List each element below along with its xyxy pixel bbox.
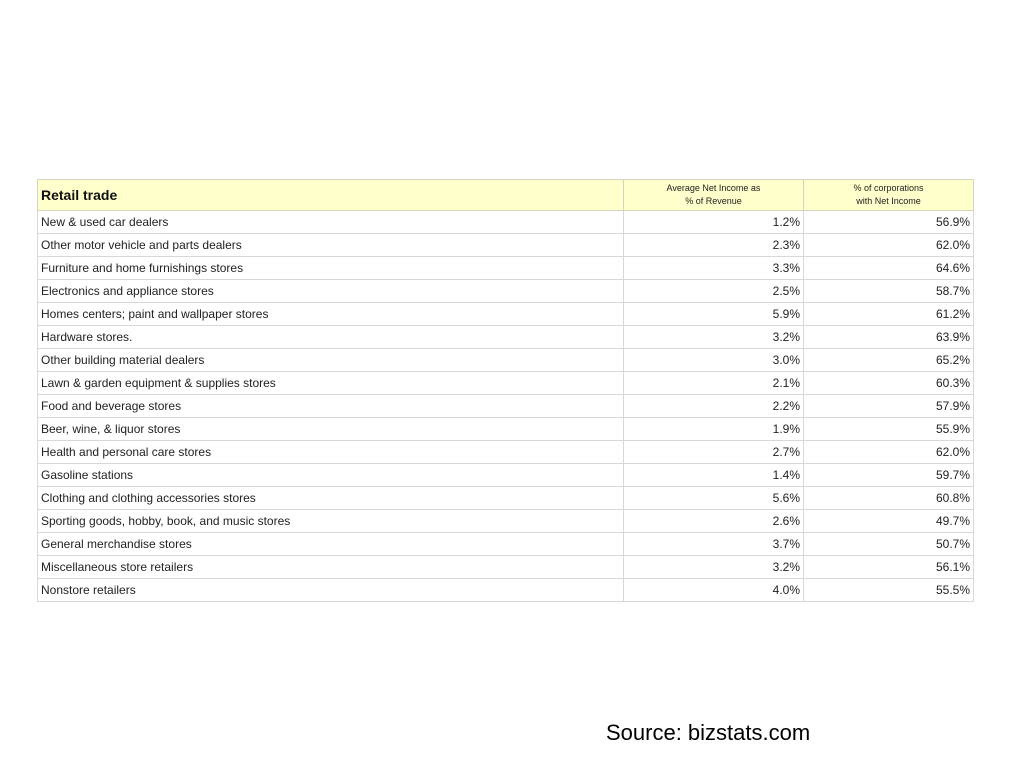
industry-cell: Hardware stores. xyxy=(38,326,624,349)
net-income-cell: 2.1% xyxy=(624,372,804,395)
net-income-cell: 5.6% xyxy=(624,487,804,510)
industry-cell: Food and beverage stores xyxy=(38,395,624,418)
table-row xyxy=(38,487,974,510)
industry-cell: General merchandise stores xyxy=(38,533,624,556)
industry-cell: Miscellaneous store retailers xyxy=(38,556,624,579)
table-row xyxy=(38,326,974,349)
table-title: Retail trade xyxy=(38,180,624,211)
net-income-cell: 3.7% xyxy=(624,533,804,556)
pct-corporations-cell: 60.3% xyxy=(804,372,974,395)
table-row xyxy=(38,211,974,234)
industry-cell: Clothing and clothing accessories stores xyxy=(38,487,624,510)
pct-corporations-cell: 62.0% xyxy=(804,234,974,257)
industry-cell: Homes centers; paint and wallpaper stores xyxy=(38,303,624,326)
table-row xyxy=(38,418,974,441)
industry-cell: Other building material dealers xyxy=(38,349,624,372)
net-income-cell: 3.2% xyxy=(624,326,804,349)
industry-cell: Sporting goods, hobby, book, and music stores xyxy=(38,510,624,533)
table-row xyxy=(38,556,974,579)
pct-corporations-cell: 59.7% xyxy=(804,464,974,487)
net-income-cell: 4.0% xyxy=(624,579,804,602)
pct-corporations-cell: 55.5% xyxy=(804,579,974,602)
pct-corporations-cell: 64.6% xyxy=(804,257,974,280)
industry-cell: Furniture and home furnishings stores xyxy=(38,257,624,280)
industry-cell: Beer, wine, & liquor stores xyxy=(38,418,624,441)
pct-corporations-cell: 56.1% xyxy=(804,556,974,579)
industry-cell: Electronics and appliance stores xyxy=(38,280,624,303)
column-header-pct-corporations-line2: with Net Income xyxy=(856,196,921,206)
industry-cell: Other motor vehicle and parts dealers xyxy=(38,234,624,257)
pct-corporations-cell: 56.9% xyxy=(804,211,974,234)
table-row xyxy=(38,395,974,418)
table-row xyxy=(38,464,974,487)
table-row xyxy=(38,303,974,326)
column-header-pct-corporations-line1: % of corporations xyxy=(853,183,924,193)
net-income-cell: 5.9% xyxy=(624,303,804,326)
table-row xyxy=(38,372,974,395)
table-row xyxy=(38,510,974,533)
table-row xyxy=(38,533,974,556)
column-header-net-income xyxy=(624,180,804,211)
table-row xyxy=(38,234,974,257)
industry-cell: Nonstore retailers xyxy=(38,579,624,602)
pct-corporations-cell: 57.9% xyxy=(804,395,974,418)
column-header-pct-corporations xyxy=(804,180,974,211)
net-income-cell: 2.6% xyxy=(624,510,804,533)
net-income-cell: 1.9% xyxy=(624,418,804,441)
net-income-cell: 3.2% xyxy=(624,556,804,579)
retail-trade-table xyxy=(37,179,974,602)
industry-cell: New & used car dealers xyxy=(38,211,624,234)
pct-corporations-cell: 60.8% xyxy=(804,487,974,510)
pct-corporations-cell: 62.0% xyxy=(804,441,974,464)
source-caption: Source: bizstats.com xyxy=(606,720,811,745)
net-income-cell: 1.2% xyxy=(624,211,804,234)
net-income-cell: 2.3% xyxy=(624,234,804,257)
table-row xyxy=(38,280,974,303)
pct-corporations-cell: 58.7% xyxy=(804,280,974,303)
net-income-cell: 2.7% xyxy=(624,441,804,464)
pct-corporations-cell: 63.9% xyxy=(804,326,974,349)
industry-cell: Health and personal care stores xyxy=(38,441,624,464)
table-body xyxy=(38,211,974,602)
pct-corporations-cell: 65.2% xyxy=(804,349,974,372)
net-income-cell: 3.3% xyxy=(624,257,804,280)
table-row xyxy=(38,349,974,372)
pct-corporations-cell: 50.7% xyxy=(804,533,974,556)
net-income-cell: 1.4% xyxy=(624,464,804,487)
industry-cell: Gasoline stations xyxy=(38,464,624,487)
industry-cell: Lawn & garden equipment & supplies stores xyxy=(38,372,624,395)
table-row xyxy=(38,441,974,464)
column-header-net-income-line1: Average Net Income as xyxy=(666,183,761,193)
net-income-cell: 3.0% xyxy=(624,349,804,372)
table-row xyxy=(38,257,974,280)
table-header-row xyxy=(38,180,974,211)
net-income-cell: 2.5% xyxy=(624,280,804,303)
net-income-cell: 2.2% xyxy=(624,395,804,418)
pct-corporations-cell: 61.2% xyxy=(804,303,974,326)
pct-corporations-cell: 49.7% xyxy=(804,510,974,533)
pct-corporations-cell: 55.9% xyxy=(804,418,974,441)
table-row xyxy=(38,579,974,602)
column-header-net-income-line2: % of Revenue xyxy=(685,196,742,206)
